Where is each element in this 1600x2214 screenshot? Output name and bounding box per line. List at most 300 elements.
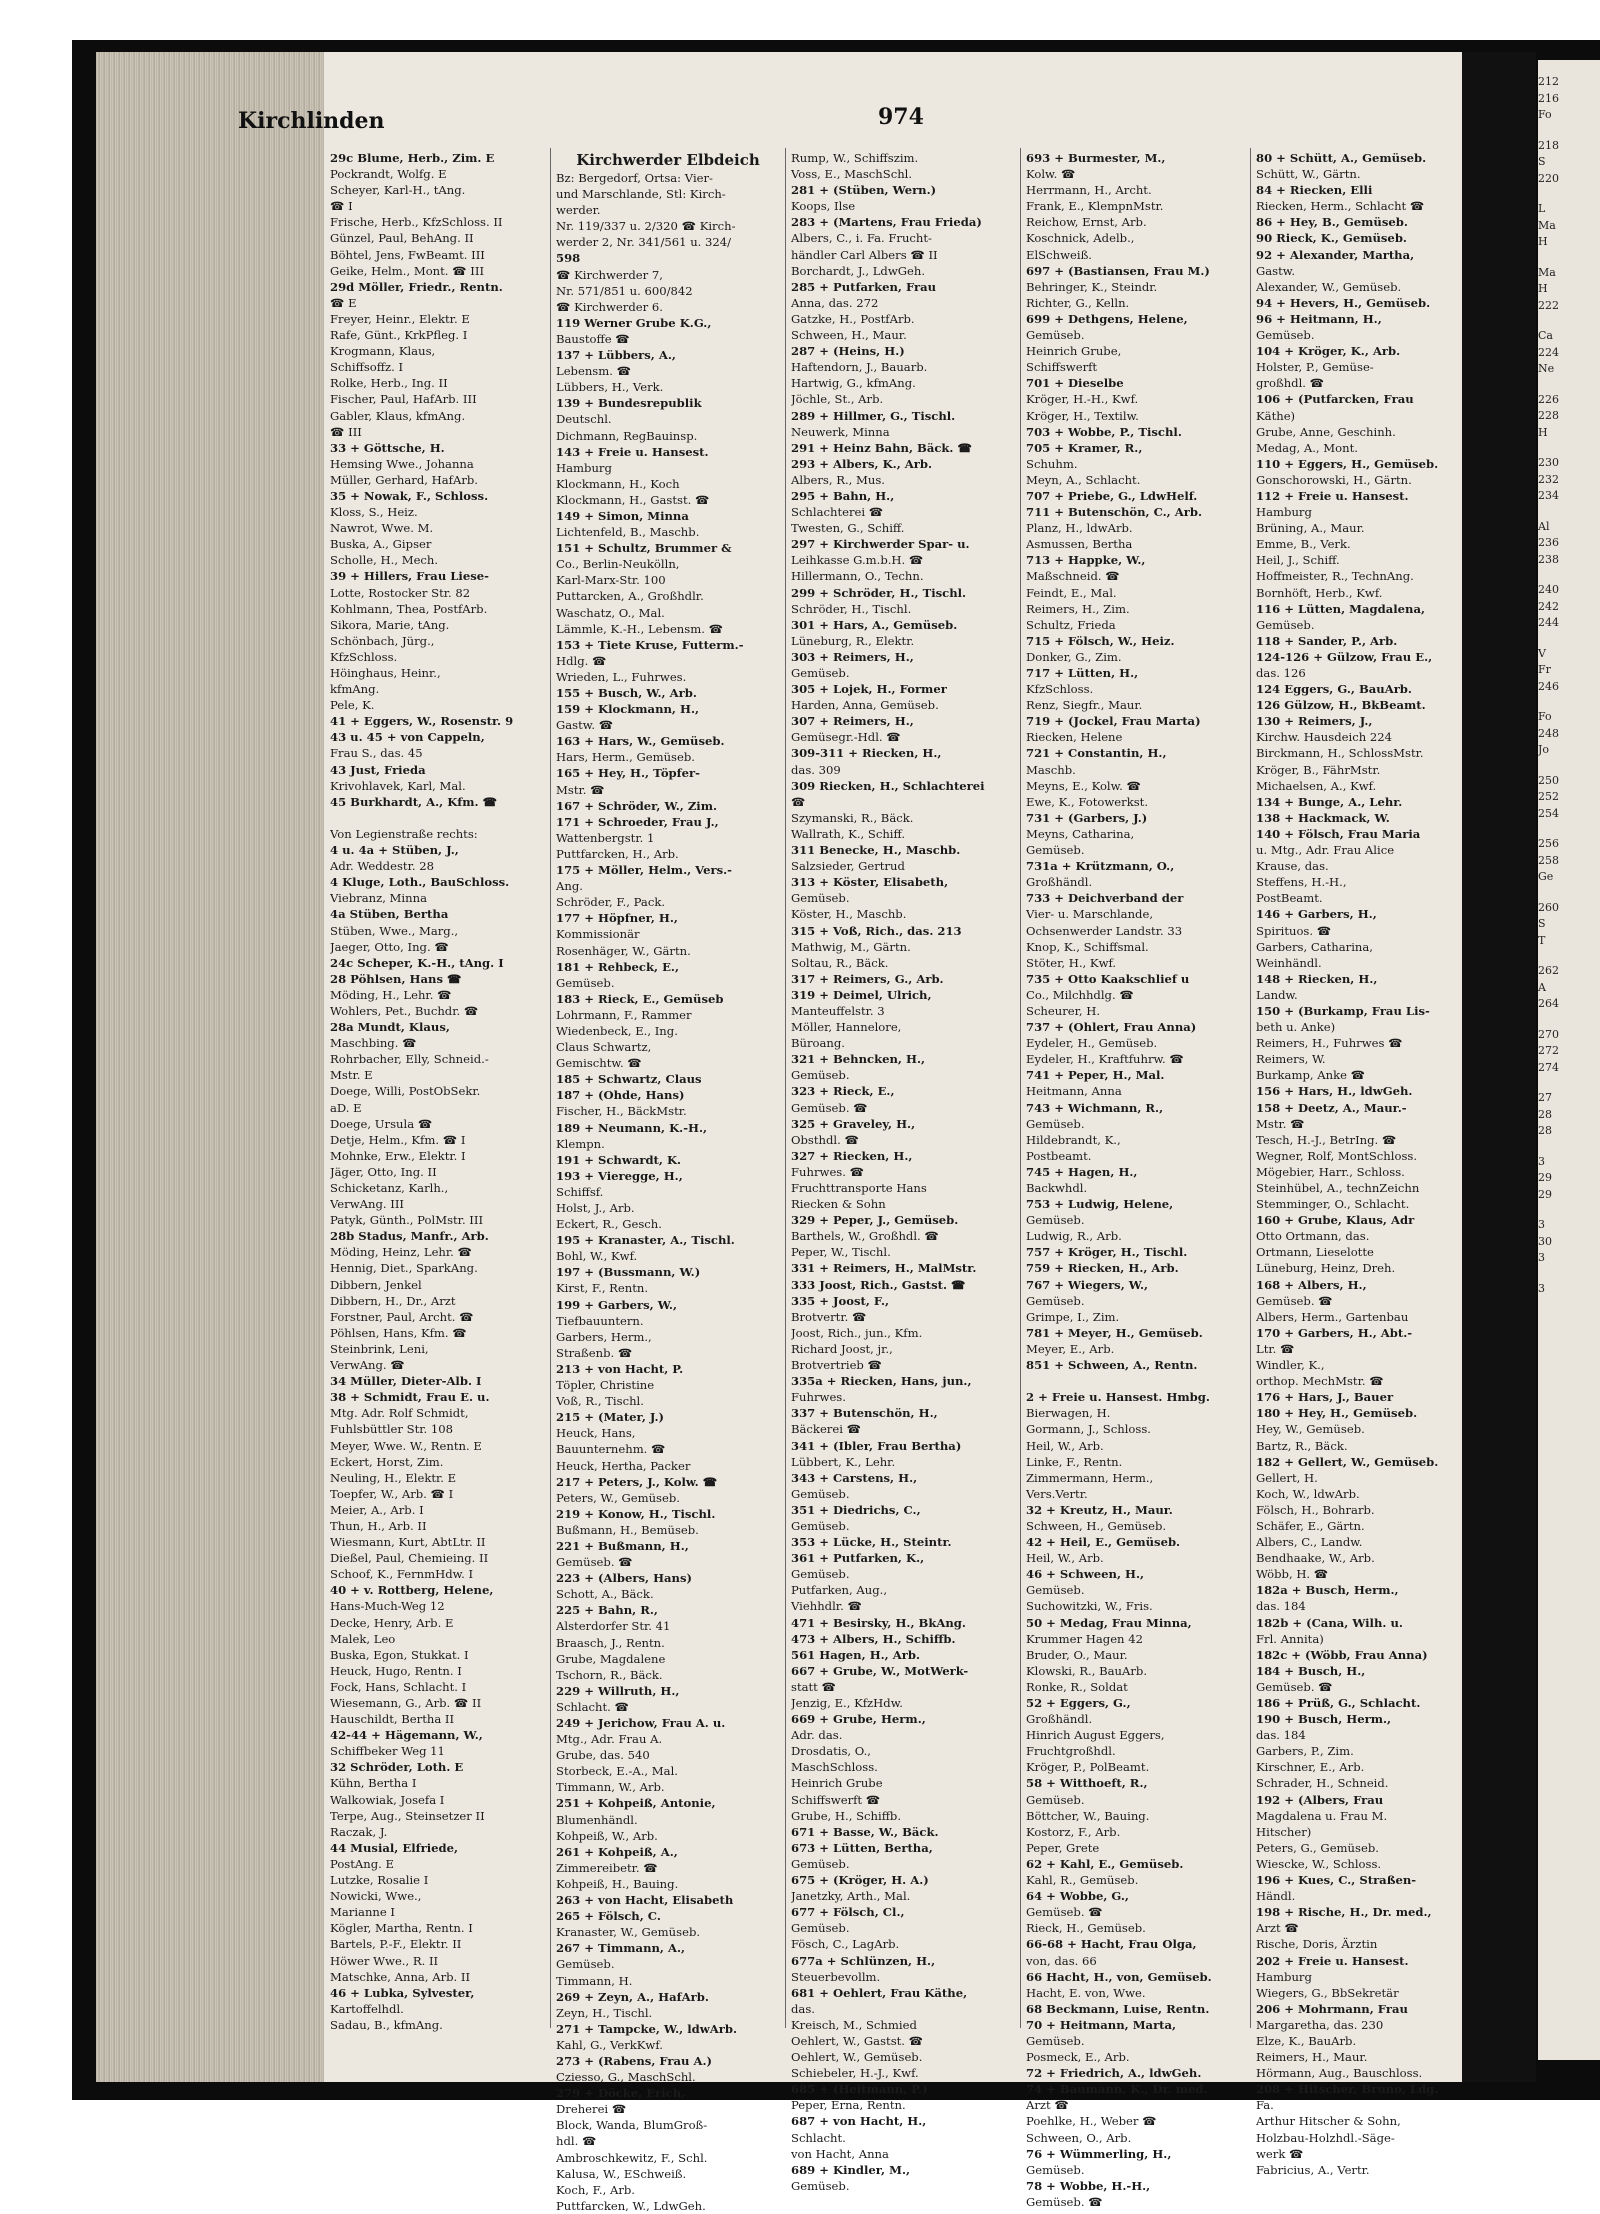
directory-entry-line: Krause, das. bbox=[1256, 859, 1329, 874]
directory-entry-line: Hildebrandt, K., bbox=[1026, 1132, 1121, 1147]
directory-entry-line: 673 + Lütten, Bertha, bbox=[791, 1840, 933, 1855]
directory-entry-line: 130 + Reimers, J., bbox=[1256, 714, 1373, 729]
directory-entry-line: Gemüseb. bbox=[1256, 617, 1315, 632]
directory-entry-line: Michaelsen, A., Kwf. bbox=[1256, 778, 1377, 793]
directory-entry-line: 223 + (Albers, Hans) bbox=[556, 1571, 692, 1586]
directory-entry-line: 341 + (Ibler, Frau Bertha) bbox=[791, 1438, 962, 1453]
directory-entry-line: Peters, G., Gemüseb. bbox=[1256, 1840, 1379, 1855]
directory-entry-line: Pele, K. bbox=[330, 698, 375, 713]
directory-entry-line: Mstr. E bbox=[330, 1068, 373, 1083]
directory-entry-line: Möller, Hannelore, bbox=[791, 1020, 902, 1035]
directory-entry-line: Kröger, H.-H., Kwf. bbox=[1026, 392, 1139, 407]
directory-entry-line: Heuck, Hertha, Packer bbox=[556, 1458, 691, 1473]
directory-entry-line: Gellert, H. bbox=[1256, 1470, 1318, 1485]
directory-entry-line: Riecken, Herm., Schlacht ☎ bbox=[1256, 199, 1425, 214]
directory-entry-line: 168 + Albers, H., bbox=[1256, 1277, 1367, 1292]
directory-entry-line: Stöter, H., Kwf. bbox=[1026, 955, 1117, 970]
directory-entry-line: Wöbb, H. ☎ bbox=[1256, 1567, 1329, 1582]
directory-entry-line: statt ☎ bbox=[791, 1679, 836, 1694]
directory-entry-line: 767 + Wiegers, W., bbox=[1026, 1277, 1149, 1292]
directory-entry-line: Wrieden, L., Fuhrwes. bbox=[556, 669, 687, 684]
directory-entry-line: Terpe, Aug., Steinsetzer II bbox=[330, 1808, 485, 1823]
directory-entry-line: Posmeck, E., Arb. bbox=[1026, 2050, 1130, 2065]
adjacent-page-text: 232 bbox=[1538, 472, 1559, 486]
directory-entry-line: Schween, H., Maur. bbox=[791, 328, 907, 343]
directory-entry-line: 28a Mundt, Klaus, bbox=[330, 1020, 450, 1035]
directory-entry-line: Bierwagen, H. bbox=[1026, 1406, 1111, 1421]
directory-entry-line: 182b + (Cana, Wilh. u. bbox=[1256, 1615, 1403, 1630]
directory-entry-line: 29d Möller, Friedr., Rentn. bbox=[330, 279, 503, 294]
directory-entry-line: 160 + Grube, Klaus, Adr bbox=[1256, 1213, 1415, 1228]
adjacent-page-text: 220 bbox=[1538, 171, 1559, 185]
directory-entry-line: Wegner, Rolf, MontSchloss. bbox=[1256, 1148, 1418, 1163]
directory-entry-line: Rohrbacher, Elly, Schneid.- bbox=[330, 1052, 489, 1067]
adjacent-page-text: 230 bbox=[1538, 456, 1559, 469]
directory-entry-line: Claus Schwartz, bbox=[556, 1040, 652, 1055]
directory-entry-line: Wiescke, W., Schloss. bbox=[1256, 1856, 1382, 1871]
directory-entry-line: Großhändl. bbox=[1026, 1712, 1093, 1727]
directory-entry-line: 190 + Busch, Herm., bbox=[1256, 1712, 1392, 1727]
directory-entry-line: Heil, W., Arb. bbox=[1026, 1438, 1104, 1453]
directory-entry-line: Tschorn, R., Bäck. bbox=[556, 1667, 663, 1682]
directory-entry-line: Kröger, B., FährMstr. bbox=[1256, 762, 1381, 777]
directory-entry-line: Büroang. bbox=[791, 1036, 845, 1051]
directory-entry-line: Köster, H., Maschb. bbox=[791, 907, 907, 922]
directory-entry-line: Mögebier, Harr., Schloss. bbox=[1256, 1164, 1405, 1179]
directory-entry-line: ☎ Kirchwerder 7, bbox=[556, 267, 663, 282]
directory-entry-line: 343 + Carstens, H., bbox=[791, 1470, 918, 1485]
directory-entry-line: 295 + Bahn, H., bbox=[791, 488, 895, 503]
directory-entry-line: Mstr. ☎ bbox=[556, 782, 605, 797]
directory-entry-line: Mtg., Adr. Frau A. bbox=[556, 1732, 663, 1747]
adjacent-page-text: 250 bbox=[1538, 773, 1559, 787]
directory-entry-line: 175 + Möller, Helm., Vers.- bbox=[556, 863, 732, 878]
directory-entry-line: beth u. Anke) bbox=[1256, 1020, 1336, 1035]
directory-entry-line: 4 Kluge, Loth., BauSchloss. bbox=[330, 875, 510, 890]
directory-entry-line: Klockmann, H., Gastst. ☎ bbox=[556, 492, 710, 507]
directory-entry-line: Bendhaake, W., Arb. bbox=[1256, 1551, 1375, 1566]
directory-entry-line: Eydeler, H., Kraftfuhrw. ☎ bbox=[1026, 1052, 1184, 1067]
directory-entry-line: Wohlers, Pet., Buchdr. ☎ bbox=[330, 1003, 479, 1018]
directory-entry-line: 185 + Schwartz, Claus bbox=[556, 1072, 702, 1087]
directory-entry-line: 106 + (Putfarcken, Frau bbox=[1256, 392, 1414, 407]
directory-entry-line: Neuwerk, Minna bbox=[791, 424, 890, 439]
directory-entry-line: Kohpeiß, W., Arb. bbox=[556, 1828, 658, 1843]
directory-entry-line: Heil, W., Arb. bbox=[1026, 1551, 1104, 1566]
directory-entry-line: VerwAng. III bbox=[330, 1197, 405, 1212]
directory-entry-line: MaschSchloss. bbox=[791, 1760, 878, 1775]
adjacent-page-text: 236 bbox=[1538, 536, 1559, 549]
directory-entry-line: 182c + (Wöbb, Frau Anna) bbox=[1256, 1647, 1428, 1662]
directory-entry-line: Meyn, A., Schlacht. bbox=[1026, 472, 1141, 487]
directory-entry-line: Schiffsoffz. I bbox=[330, 360, 404, 375]
directory-entry-line: 353 + Lücke, H., Steintr. bbox=[791, 1535, 952, 1550]
directory-entry-line: Heuck, Hugo, Rentn. I bbox=[330, 1663, 462, 1678]
directory-entry-line: 45 Burkhardt, A., Kfm. ☎ bbox=[330, 794, 498, 809]
directory-entry-line: 180 + Hey, H., Gemüseb. bbox=[1256, 1406, 1418, 1421]
directory-entry-line: Jäger, Otto, Ing. II bbox=[330, 1164, 437, 1179]
directory-entry-line: Eckert, Horst, Zim. bbox=[330, 1454, 444, 1469]
directory-entry-line: 155 + Busch, W., Arb. bbox=[556, 686, 697, 700]
directory-column-4 bbox=[1026, 150, 1245, 2210]
directory-entry-line: Schrader, H., Schneid. bbox=[1256, 1776, 1389, 1791]
directory-entry-line: Gemüseb. bbox=[1026, 1792, 1085, 1807]
directory-entry-line: Linke, F., Rentn. bbox=[1026, 1454, 1123, 1469]
directory-entry-line: 126 Gülzow, H., BkBeamt. bbox=[1256, 698, 1426, 713]
directory-entry-line: Krivohlavek, Karl, Mal. bbox=[330, 778, 466, 793]
directory-entry-line: 715 + Fölsch, W., Heiz. bbox=[1026, 633, 1175, 648]
directory-entry-line: Brotvertrieb ☎ bbox=[791, 1358, 882, 1373]
directory-entry-line: Drosdatis, O., bbox=[791, 1744, 871, 1759]
directory-entry-line: 217 + Peters, J., Kolw. ☎ bbox=[556, 1474, 718, 1489]
directory-entry-line: 319 + Deimel, Ulrich, bbox=[791, 987, 932, 1002]
directory-entry-line: 273 + (Rabens, Frau A.) bbox=[556, 2053, 713, 2068]
directory-entry-line: Fa. bbox=[1256, 2098, 1274, 2113]
directory-entry-line: Adr. das. bbox=[791, 1728, 843, 1743]
directory-entry-line: 110 + Eggers, H., Gemüseb. bbox=[1256, 456, 1439, 471]
directory-entry-line: Gemüseb. bbox=[791, 891, 850, 906]
directory-entry-line: 195 + Kranaster, A., Tischl. bbox=[556, 1233, 735, 1248]
adjacent-page-text: 212 bbox=[1538, 75, 1559, 88]
directory-entry-line: Dibbern, H., Dr., Arzt bbox=[330, 1293, 456, 1308]
directory-entry-line: Haftendorn, J., Bauarb. bbox=[791, 360, 928, 375]
directory-entry-line: das. 184 bbox=[1256, 1599, 1306, 1614]
directory-entry-line: Fuhrwes. bbox=[791, 1390, 846, 1405]
directory-entry-line: 139 + Bundesrepublik bbox=[556, 396, 702, 411]
adjacent-page-text: 262 bbox=[1538, 964, 1559, 977]
page-number: 974 bbox=[878, 104, 924, 130]
directory-entry-line: Kolw. ☎ bbox=[1026, 167, 1076, 182]
directory-entry-line: Fruchttransporte Hans bbox=[791, 1181, 927, 1195]
directory-entry-line: 62 + Kahl, E., Gemüseb. bbox=[1026, 1856, 1184, 1871]
directory-entry-line: Elze, K., BauArb. bbox=[1256, 2033, 1357, 2048]
directory-entry-line: Hinrich August Eggers, bbox=[1026, 1728, 1165, 1743]
directory-entry-line: 473 + Albers, H., Schiffb. bbox=[791, 1631, 956, 1646]
directory-entry-line: Gemüseb. bbox=[791, 2178, 850, 2193]
directory-entry-line: 263 + von Hacht, Elisabeth bbox=[556, 1893, 734, 1908]
directory-entry-line: Hacht, E. von, Wwe. bbox=[1026, 1985, 1146, 2000]
adjacent-page-text: Ne bbox=[1538, 362, 1555, 375]
directory-entry-line: Peper, Erna, Rentn. bbox=[791, 2098, 906, 2113]
directory-entry-line: 337 + Butenschön, H., bbox=[791, 1406, 938, 1421]
directory-entry-line: Koch, F., Arb. bbox=[556, 2182, 635, 2197]
directory-entry-line: 153 + Tiete Kruse, Futterm.- bbox=[556, 637, 744, 652]
directory-entry-line: Garbers, Catharina, bbox=[1256, 939, 1373, 954]
directory-entry-line: 156 + Hars, H., ldwGeh. bbox=[1256, 1084, 1413, 1099]
directory-entry-line: Hamburg bbox=[1256, 505, 1312, 520]
directory-entry-line: 181 + Rehbeck, E., bbox=[556, 959, 679, 974]
directory-entry-line: 753 + Ludwig, Helene, bbox=[1026, 1197, 1174, 1212]
directory-entry-line: Peters, W., Gemüseb. bbox=[556, 1490, 680, 1505]
directory-entry-line: Grube, das. 540 bbox=[556, 1748, 650, 1763]
directory-entry-line: 78 + Wobbe, H.-H., bbox=[1026, 2178, 1151, 2193]
directory-entry-line: 149 + Simon, Minna bbox=[556, 508, 689, 523]
directory-entry-line: Ang. bbox=[556, 879, 583, 894]
directory-entry-line: Mtg. Adr. Rolf Schmidt, bbox=[330, 1406, 469, 1421]
directory-entry-line: das. bbox=[791, 2001, 815, 2016]
directory-entry-line: Meier, A., Arb. I bbox=[330, 1502, 424, 1517]
directory-entry-line: Arzt ☎ bbox=[1256, 1921, 1299, 1936]
directory-entry-line: 333 Joost, Rich., Gastst. ☎ bbox=[791, 1277, 966, 1292]
directory-entry-line: Reimers, H., Maur. bbox=[1256, 2050, 1368, 2065]
directory-entry-line: Böhtel, Jens, FwBeamt. III bbox=[330, 247, 485, 262]
directory-entry-line: Arthur Hitscher & Sohn, bbox=[1256, 2114, 1401, 2129]
directory-entry-line: Schiffsf. bbox=[556, 1184, 604, 1199]
directory-entry-line: Mstr. ☎ bbox=[1256, 1116, 1305, 1131]
directory-entry-line: Schlacht. bbox=[791, 2130, 846, 2145]
directory-entry-line: Garbers, Herm., bbox=[556, 1329, 652, 1344]
directory-entry-line: Puttfarcken, W., LdwGeh. bbox=[556, 2198, 706, 2213]
directory-entry-line: Kröger, P., PolBeamt. bbox=[1026, 1760, 1150, 1775]
directory-entry-line: Reichow, Ernst, Arb. bbox=[1026, 215, 1147, 230]
directory-entry-line: Heinrich Grube bbox=[791, 1776, 883, 1791]
directory-entry-line: 52 + Eggers, G., bbox=[1026, 1696, 1131, 1710]
directory-entry-line: Nr. 571/851 u. 600/842 bbox=[556, 283, 693, 298]
directory-entry-line: Gemüseb. ☎ bbox=[791, 1100, 868, 1115]
directory-entry-line: Ltr. ☎ bbox=[1256, 1341, 1295, 1356]
directory-entry-line: 297 + Kirchwerder Spar- u. bbox=[791, 537, 970, 552]
directory-entry-line: Karl-Marx-Str. 100 bbox=[556, 573, 666, 588]
directory-entry-line: 703 + Wobbe, P., Tischl. bbox=[1026, 424, 1182, 439]
directory-entry-line: Voss, E., MaschSchl. bbox=[791, 167, 913, 182]
directory-entry-line: Soltau, R., Bäck. bbox=[791, 955, 889, 970]
directory-entry-line: Hans-Much-Weg 12 bbox=[330, 1599, 445, 1614]
directory-entry-line: 471 + Besirsky, H., BkAng. bbox=[791, 1615, 966, 1630]
directory-entry-line: 66 Hacht, H., von, Gemüseb. bbox=[1026, 1969, 1212, 1984]
directory-entry-line: Schröder, F., Pack. bbox=[556, 895, 666, 910]
directory-entry-line: Kögler, Martha, Rentn. I bbox=[330, 1921, 473, 1936]
directory-entry-line: Holst, J., Arb. bbox=[556, 1201, 635, 1215]
directory-entry-line: 171 + Schroeder, Frau J., bbox=[556, 814, 719, 829]
adjacent-page-text: Fo bbox=[1538, 108, 1552, 121]
directory-entry-line: 191 + Schwardt, K. bbox=[556, 1152, 682, 1167]
directory-entry-line: Marianne I bbox=[330, 1905, 396, 1920]
directory-entry-line: Maschb. bbox=[1026, 762, 1076, 777]
directory-entry-line: Heil, J., Schiff. bbox=[1256, 553, 1340, 568]
directory-entry-line: Sadau, B., kfmAng. bbox=[330, 2017, 443, 2032]
adjacent-page-text: 3 bbox=[1538, 1154, 1545, 1168]
directory-entry-line: Oehlert, W., Gemüseb. bbox=[791, 2050, 923, 2065]
directory-entry-line: Fischer, H., BäckMstr. bbox=[556, 1104, 687, 1119]
directory-entry-line: Gemüseb. ☎ bbox=[1026, 2194, 1103, 2209]
directory-entry-line: Kommissionär bbox=[556, 927, 640, 942]
directory-entry-line: 677 + Fölsch, Cl., bbox=[791, 1905, 905, 1920]
directory-entry-line: Bruder, O., Maur. bbox=[1026, 1647, 1128, 1662]
directory-entry-line: Gemüseb. bbox=[791, 1567, 850, 1582]
directory-entry-line: 313 + Köster, Elisabeth, bbox=[791, 875, 949, 890]
directory-entry-line: Straßenb. ☎ bbox=[556, 1345, 633, 1360]
directory-entry-line: 687 + von Hacht, H., bbox=[791, 2114, 927, 2129]
directory-entry-line: Koch, W., ldwArb. bbox=[1256, 1486, 1360, 1501]
directory-entry-line: Fruchtgroßhdl. bbox=[1026, 1744, 1116, 1759]
directory-column-3 bbox=[791, 150, 1015, 2194]
directory-entry-line: Backwhdl. bbox=[1026, 1181, 1088, 1195]
directory-entry-line: Suchowitzki, W., Fris. bbox=[1026, 1599, 1153, 1614]
adjacent-page-text: Jo bbox=[1538, 743, 1550, 756]
directory-entry-line: Timmann, W., Arb. bbox=[556, 1780, 665, 1795]
adjacent-page-text: 246 bbox=[1538, 679, 1559, 693]
directory-entry-line: Brotvertr. ☎ bbox=[791, 1309, 867, 1324]
directory-entry-line: Lebensm. ☎ bbox=[556, 364, 632, 379]
directory-entry-line: 323 + Rieck, E., bbox=[791, 1084, 895, 1099]
directory-entry-line: 219 + Konow, H., Tischl. bbox=[556, 1506, 716, 1521]
directory-entry-line: Steinbrink, Leni, bbox=[330, 1341, 429, 1356]
directory-entry-line: Albers, Herm., Gartenbau bbox=[1256, 1309, 1409, 1324]
directory-entry-line: Zeyn, H., Tischl. bbox=[556, 2005, 653, 2020]
directory-entry-line: Jaeger, Otto, Ing. ☎ bbox=[330, 939, 449, 954]
directory-entry-line: 681 + Oehlert, Frau Käthe, bbox=[791, 1985, 968, 2000]
directory-entry-line: 187 + (Ohde, Hans) bbox=[556, 1088, 685, 1103]
adjacent-page-text: 216 bbox=[1538, 91, 1559, 105]
directory-entry-line: ☎ E bbox=[330, 295, 357, 310]
directory-entry-line: 34 Müller, Dieter-Alb. I bbox=[330, 1374, 482, 1389]
directory-entry-line: Forstner, Paul, Archt. ☎ bbox=[330, 1309, 474, 1324]
directory-entry-line: 119 Werner Grube K.G., bbox=[556, 315, 712, 330]
directory-entry-line: 221 + Bußmann, H., bbox=[556, 1538, 689, 1553]
directory-entry-line: 693 + Burmester, M., bbox=[1026, 151, 1166, 165]
directory-entry-line: Maßschneid. ☎ bbox=[1026, 569, 1120, 584]
directory-entry-line: Maschbing. ☎ bbox=[330, 1036, 417, 1051]
directory-entry-line: Gemüseb. ☎ bbox=[556, 1555, 633, 1570]
directory-entry-line: Gastw. bbox=[1256, 263, 1296, 278]
directory-entry-line: Albers, C., i. Fa. Frucht- bbox=[791, 231, 932, 246]
directory-entry-line: 96 + Heitmann, H., bbox=[1256, 311, 1382, 326]
directory-entry-line: werder 2, Nr. 341/561 u. 324/ bbox=[556, 235, 732, 250]
directory-entry-line: Freyer, Heinr., Elektr. E bbox=[330, 311, 470, 326]
directory-entry-line: kfmAng. bbox=[330, 682, 380, 697]
directory-entry-line: 137 + Lübbers, A., bbox=[556, 348, 676, 363]
directory-entry-line: Spirituos. ☎ bbox=[1256, 923, 1332, 938]
directory-entry-line: Tesch, H.-J., BetrIng. ☎ bbox=[1256, 1132, 1397, 1147]
adjacent-page-text: Fr bbox=[1538, 663, 1551, 676]
directory-entry-line: 151 + Schultz, Brummer & bbox=[556, 541, 732, 556]
directory-entry-line: 50 + Medag, Frau Minna, bbox=[1026, 1615, 1192, 1630]
directory-entry-line: 159 + Klockmann, H., bbox=[556, 702, 700, 717]
directory-entry-line: u. Mtg., Adr. Frau Alice bbox=[1256, 843, 1395, 858]
directory-entry-line: 196 + Kues, C., Straßen- bbox=[1256, 1873, 1417, 1888]
directory-entry-line: 182 + Gellert, W., Gemüseb. bbox=[1256, 1454, 1439, 1469]
directory-entry-line: Von Legienstraße rechts: bbox=[330, 826, 478, 841]
directory-entry-line: 225 + Bahn, R., bbox=[556, 1603, 658, 1618]
directory-entry-line: ElSchweiß. bbox=[1026, 247, 1092, 262]
directory-entry-line: Gemüseb. bbox=[791, 1486, 850, 1501]
directory-entry-line: 731 + (Garbers, J.) bbox=[1026, 810, 1148, 825]
directory-entry-line: Scheyer, Karl-H., tAng. bbox=[330, 183, 466, 198]
adjacent-page-text: 258 bbox=[1538, 853, 1559, 867]
directory-entry-line: 677a + Schlünzen, H., bbox=[791, 1953, 936, 1968]
directory-entry-line: 303 + Reimers, H., bbox=[791, 649, 914, 664]
directory-entry-line: 66-68 + Hacht, Frau Olga, bbox=[1026, 1937, 1197, 1952]
directory-entry-line: Gemüseb. bbox=[791, 1921, 850, 1936]
directory-entry-line: Wallrath, K., Schiff. bbox=[791, 826, 906, 841]
directory-entry-line: 158 + Deetz, A., Maur.- bbox=[1256, 1100, 1407, 1115]
directory-entry-line: 271 + Tampcke, W., ldwArb. bbox=[556, 2021, 737, 2036]
directory-entry-line: Wiesmann, Kurt, AbtLtr. II bbox=[330, 1535, 486, 1550]
directory-entry-line: Joost, Rich., jun., Kfm. bbox=[791, 1325, 923, 1340]
directory-entry-line: Töpler, Christine bbox=[556, 1378, 655, 1393]
directory-entry-line: 305 + Lojek, H., Former bbox=[791, 682, 947, 697]
directory-entry-line: Kirchw. Hausdeich 224 bbox=[1256, 730, 1392, 745]
directory-entry-line: Bohl, W., Kwf. bbox=[556, 1249, 638, 1264]
directory-entry-line: Koschnick, Adelb., bbox=[1026, 231, 1135, 246]
adjacent-page-text: 3 bbox=[1538, 1218, 1545, 1231]
directory-entry-line: 92 + Alexander, Martha, bbox=[1256, 247, 1415, 262]
directory-entry-line: Windler, K., bbox=[1256, 1358, 1325, 1373]
directory-entry-line: 46 + Lubka, Sylvester, bbox=[330, 1985, 475, 2000]
directory-entry-line: 331 + Reimers, H., MalMstr. bbox=[791, 1261, 977, 1276]
directory-entry-line: Kröger, H., Textilw. bbox=[1026, 408, 1139, 423]
directory-entry-line: 707 + Priebe, G., LdwHelf. bbox=[1026, 488, 1198, 503]
adjacent-page-text: 27 bbox=[1538, 1091, 1552, 1104]
directory-entry-line: Dießel, Paul, Chemieing. II bbox=[330, 1551, 489, 1566]
directory-entry-line: 781 + Meyer, H., Gemüseb. bbox=[1026, 1325, 1203, 1340]
directory-entry-line: Steffens, H.-H., bbox=[1256, 875, 1347, 890]
directory-entry-line: Gatzke, H., PostfArb. bbox=[791, 311, 915, 326]
directory-entry-line: Reimers, W. bbox=[1256, 1052, 1326, 1067]
directory-entry-line: Barthels, W., Großhdl. ☎ bbox=[791, 1229, 939, 1244]
directory-entry-line: 667 + Grube, W., MotWerk- bbox=[791, 1663, 969, 1678]
directory-entry-line: Hemsing Wwe., Johanna bbox=[330, 456, 474, 471]
directory-entry-line: 335a + Riecken, Hans, jun., bbox=[791, 1374, 972, 1389]
directory-entry-line: Klowski, R., BauArb. bbox=[1026, 1663, 1148, 1678]
directory-entry-line: Zimmereibetr. ☎ bbox=[556, 1860, 658, 1875]
directory-entry-line: Riecken & Sohn bbox=[791, 1197, 886, 1212]
directory-entry-line: Heitmann, Anna bbox=[1026, 1084, 1122, 1099]
directory-entry-line: Schiffswerft bbox=[1026, 360, 1098, 375]
directory-entry-line: Kreisch, M., Schmied bbox=[791, 2017, 917, 2032]
directory-entry-line: Fuhrwes. ☎ bbox=[791, 1164, 865, 1179]
directory-entry-line: Gabler, Klaus, kfmAng. bbox=[330, 408, 466, 423]
directory-entry-line: Hdlg. ☎ bbox=[556, 653, 607, 668]
directory-entry-line: Schott, A., Bäck. bbox=[556, 1587, 654, 1602]
directory-entry-line: Möding, Heinz, Lehr. ☎ bbox=[330, 1245, 472, 1260]
directory-entry-line: 202 + Freie u. Hansest. bbox=[1256, 1953, 1409, 1968]
directory-entry-line: Schiebeler, H.-J., Kwf. bbox=[791, 2066, 919, 2081]
adjacent-page-text: 234 bbox=[1538, 489, 1559, 502]
directory-entry-line: Grimpe, I., Zim. bbox=[1026, 1309, 1120, 1324]
directory-entry-line: Buska, A., Gipser bbox=[330, 537, 432, 552]
directory-entry-line: Käthe) bbox=[1256, 408, 1296, 423]
directory-entry-line: 733 + Deichverband der bbox=[1026, 891, 1184, 906]
directory-entry-line: 598 bbox=[556, 251, 581, 266]
directory-entry-line: 140 + Fölsch, Frau Maria bbox=[1256, 826, 1421, 841]
directory-entry-line: das. 184 bbox=[1256, 1728, 1306, 1743]
directory-entry-line: Gemüseb. bbox=[1256, 328, 1315, 343]
directory-entry-line: Schönbach, Jürg., bbox=[330, 633, 435, 648]
directory-entry-line: 721 + Constantin, H., bbox=[1026, 746, 1167, 761]
adjacent-page-text: 264 bbox=[1538, 997, 1559, 1010]
directory-entry-line: Gemüseb. bbox=[1026, 1293, 1085, 1308]
directory-entry-line: Schiffswerft ☎ bbox=[791, 1792, 881, 1807]
directory-entry-line: Emme, B., Verk. bbox=[1256, 537, 1351, 552]
adjacent-page-text: 218 bbox=[1538, 138, 1559, 152]
directory-entry-line: Alsterdorfer Str. 41 bbox=[556, 1619, 671, 1634]
directory-entry-line: Raczak, J. bbox=[330, 1824, 388, 1839]
directory-entry-line: 44 Musial, Elfriede, bbox=[330, 1840, 458, 1855]
directory-entry-line: Stüben, Wwe., Marg., bbox=[330, 923, 459, 938]
directory-entry-line: 134 + Bunge, A., Lehr. bbox=[1256, 794, 1403, 809]
directory-entry-line: 186 + Prüß, G., Schlacht. bbox=[1256, 1696, 1421, 1710]
directory-entry-line: 163 + Hars, W., Gemüseb. bbox=[556, 734, 725, 749]
directory-entry-line: Gemischtw. ☎ bbox=[556, 1056, 642, 1071]
directory-entry-line: Scholle, H., Mech. bbox=[330, 553, 439, 568]
directory-entry-line: 29c Blume, Herb., Zim. E bbox=[330, 151, 495, 165]
directory-entry-line: Janetzky, Arth., Mal. bbox=[791, 1889, 911, 1904]
directory-entry-line: 293 + Albers, K., Arb. bbox=[791, 456, 933, 471]
directory-entry-line: Kohpeiß, H., Bauing. bbox=[556, 1876, 679, 1891]
directory-entry-line: 112 + Freie u. Hansest. bbox=[1256, 488, 1409, 503]
directory-entry-line: Hennig, Diet., SparkAng. bbox=[330, 1261, 478, 1276]
